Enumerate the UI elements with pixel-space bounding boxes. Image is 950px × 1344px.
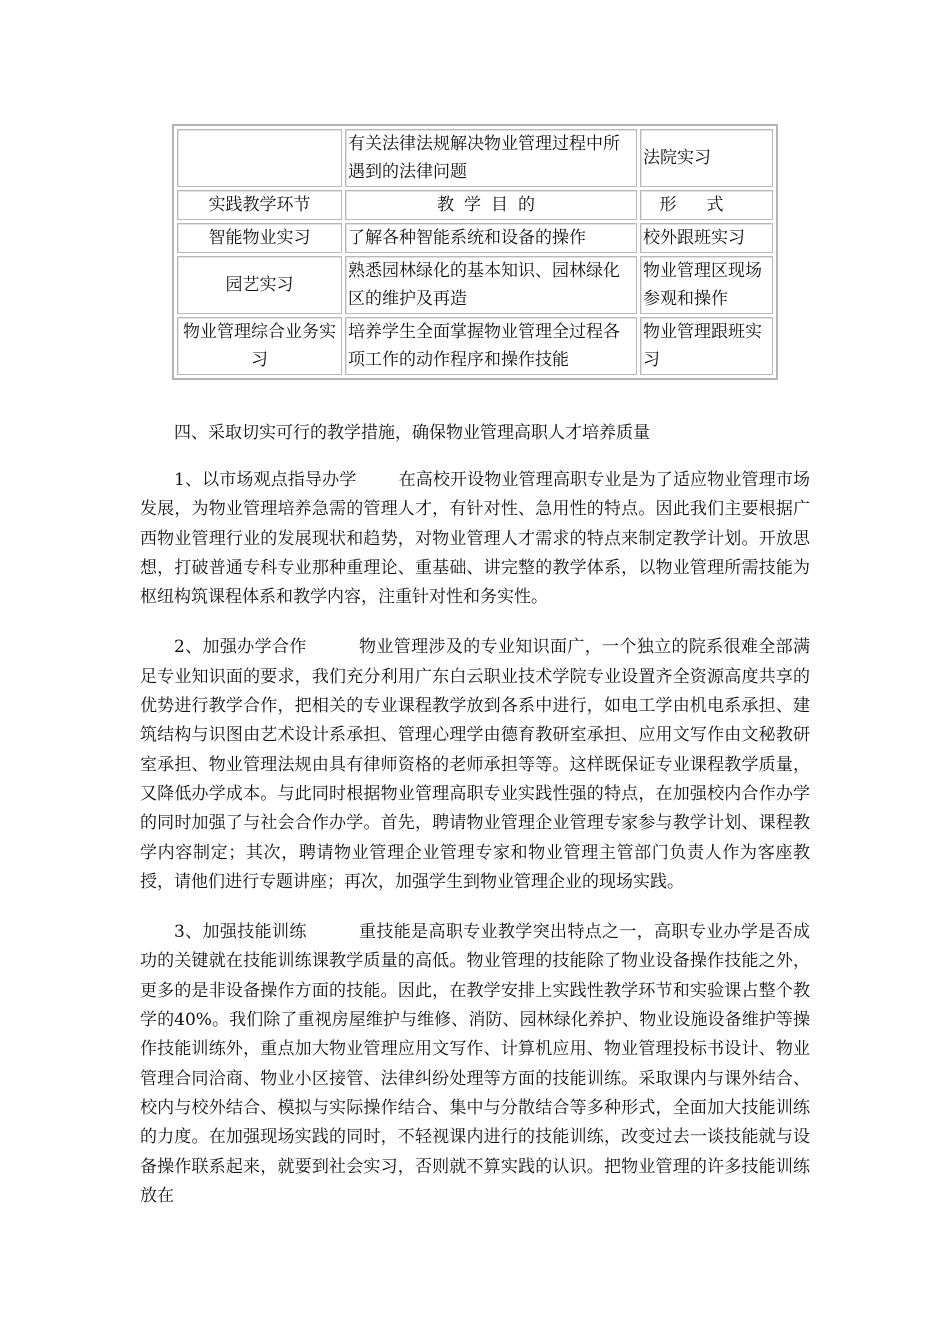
section-heading: 四、采取切实可行的教学措施，确保物业管理高职人才培养质量 bbox=[174, 423, 650, 443]
table-row bbox=[177, 129, 773, 187]
table-cell-practice: 智能物业实习 bbox=[177, 223, 342, 253]
paragraph-market-orientation bbox=[140, 466, 810, 612]
table-row bbox=[177, 256, 773, 314]
document-body bbox=[140, 418, 810, 1232]
table-row bbox=[177, 223, 773, 253]
table-header-row bbox=[177, 190, 773, 220]
table-cell-objective: 培养学生全面掌握物业管理全过程各项工作的动作程序和操作技能 bbox=[345, 317, 637, 375]
table-cell-form: 校外跟班实习 bbox=[640, 223, 773, 253]
table-cell-form: 物业管理跟班实习 bbox=[640, 317, 773, 375]
table-cell-practice: 物业管理综合业务实习 bbox=[177, 317, 342, 375]
paragraph-skill-training bbox=[140, 918, 810, 1211]
header-objective: 教学目的 bbox=[345, 190, 637, 220]
paragraph-cooperation bbox=[140, 633, 810, 897]
table-cell-empty bbox=[177, 129, 342, 187]
paragraph-title: 2、加强办学合作 bbox=[174, 637, 307, 658]
paragraph-text: 重技能是高职专业教学突出特点之一，高职专业办学是否成功的关键就在技能训练课教学质量的高低。物业管理的技能除了物业设备操作技能之外，更多的是非设备操作方面的技能。因此，在教学安排上实践性教学环节和实验课占整个教学的40%。我们除了重视房屋维护与维修、消防、园林绿化养护、物业设施设备维护等操作技能训练外，重点加大物业管理应用文写作、计算机应用、物业管理投标书设计、物业管理合同洽商、物业小区接管、法律纠纷处理等方面的技能训练。采取课内与课外结合、校内与校外结合、模拟与实际操作结合、集中与分散结合等多种形式，全面加大技能训练的力度。在加强现场实践的同时，不轻视课内进行的技能训练，改变过去一谈技能就与设备操作联系起来，就要到社会实习，否则就不算实践的认识。把物业管理的许多技能训练放在 bbox=[140, 922, 810, 1206]
table-row bbox=[177, 317, 773, 375]
paragraph-title: 3、加强技能训练 bbox=[174, 922, 307, 943]
table-cell-objective: 有关法律法规解决物业管理过程中所遇到的法律问题 bbox=[345, 129, 637, 187]
practice-course-table bbox=[172, 124, 778, 380]
header-form: 形式 bbox=[640, 190, 773, 220]
practice-course-table-wrapper bbox=[172, 124, 776, 380]
table-cell-form: 法院实习 bbox=[640, 129, 773, 187]
header-practice-link: 实践教学环节 bbox=[177, 190, 342, 220]
paragraph-text: 物业管理涉及的专业知识面广，一个独立的院系很难全部满足专业知识面的要求，我们充分利用广东白云职业技术学院专业设置齐全资源高度共享的优势进行教学合作，把相关的专业课程教学放到各系中进行，如电工学由机电系承担、建筑结构与识图由艺术设计系承担、管理心理学由德育教研室承担、应用文写作由文秘教研室承担、物业管理法规由具有律师资格的老师承担等等。这样既保证专业课程教学质量，又降低办学成本。与此同时根据物业管理高职专业实践性强的特点，在加强校内合作办学的同时加强了与社会合作办学。首先，聘请物业管理企业管理专家参与教学计划、课程教学内容制定；其次，聘请物业管理企业管理专家和物业管理主管部门负责人作为客座教授，请他们进行专题讲座；再次，加强学生到物业管理企业的现场实践。 bbox=[140, 637, 810, 892]
table-cell-practice: 园艺实习 bbox=[177, 256, 342, 314]
table-cell-objective: 了解各种智能系统和设备的操作 bbox=[345, 223, 637, 253]
table-cell-objective: 熟悉园林绿化的基本知识、园林绿化区的维护及再造 bbox=[345, 256, 637, 314]
paragraph-title: 1、以市场观点指导办学 bbox=[174, 470, 357, 490]
table-cell-form: 物业管理区现场参观和操作 bbox=[640, 256, 773, 314]
paragraph-text: 在高校开设物业管理高职专业是为了适应物业管理市场发展，为物业管理培养急需的管理人才，有针对性、急用性的特点。因此我们主要根据广西物业管理行业的发展现状和趋势，对物业管理人才需求的特点来制定教学计划。开放思想，打破普通专科专业那种重理论、重基础、讲完整的教学体系，以物业管理所需技能为枢纽构筑课程体系和教学内容，注重针对性和务实性。 bbox=[140, 470, 810, 608]
